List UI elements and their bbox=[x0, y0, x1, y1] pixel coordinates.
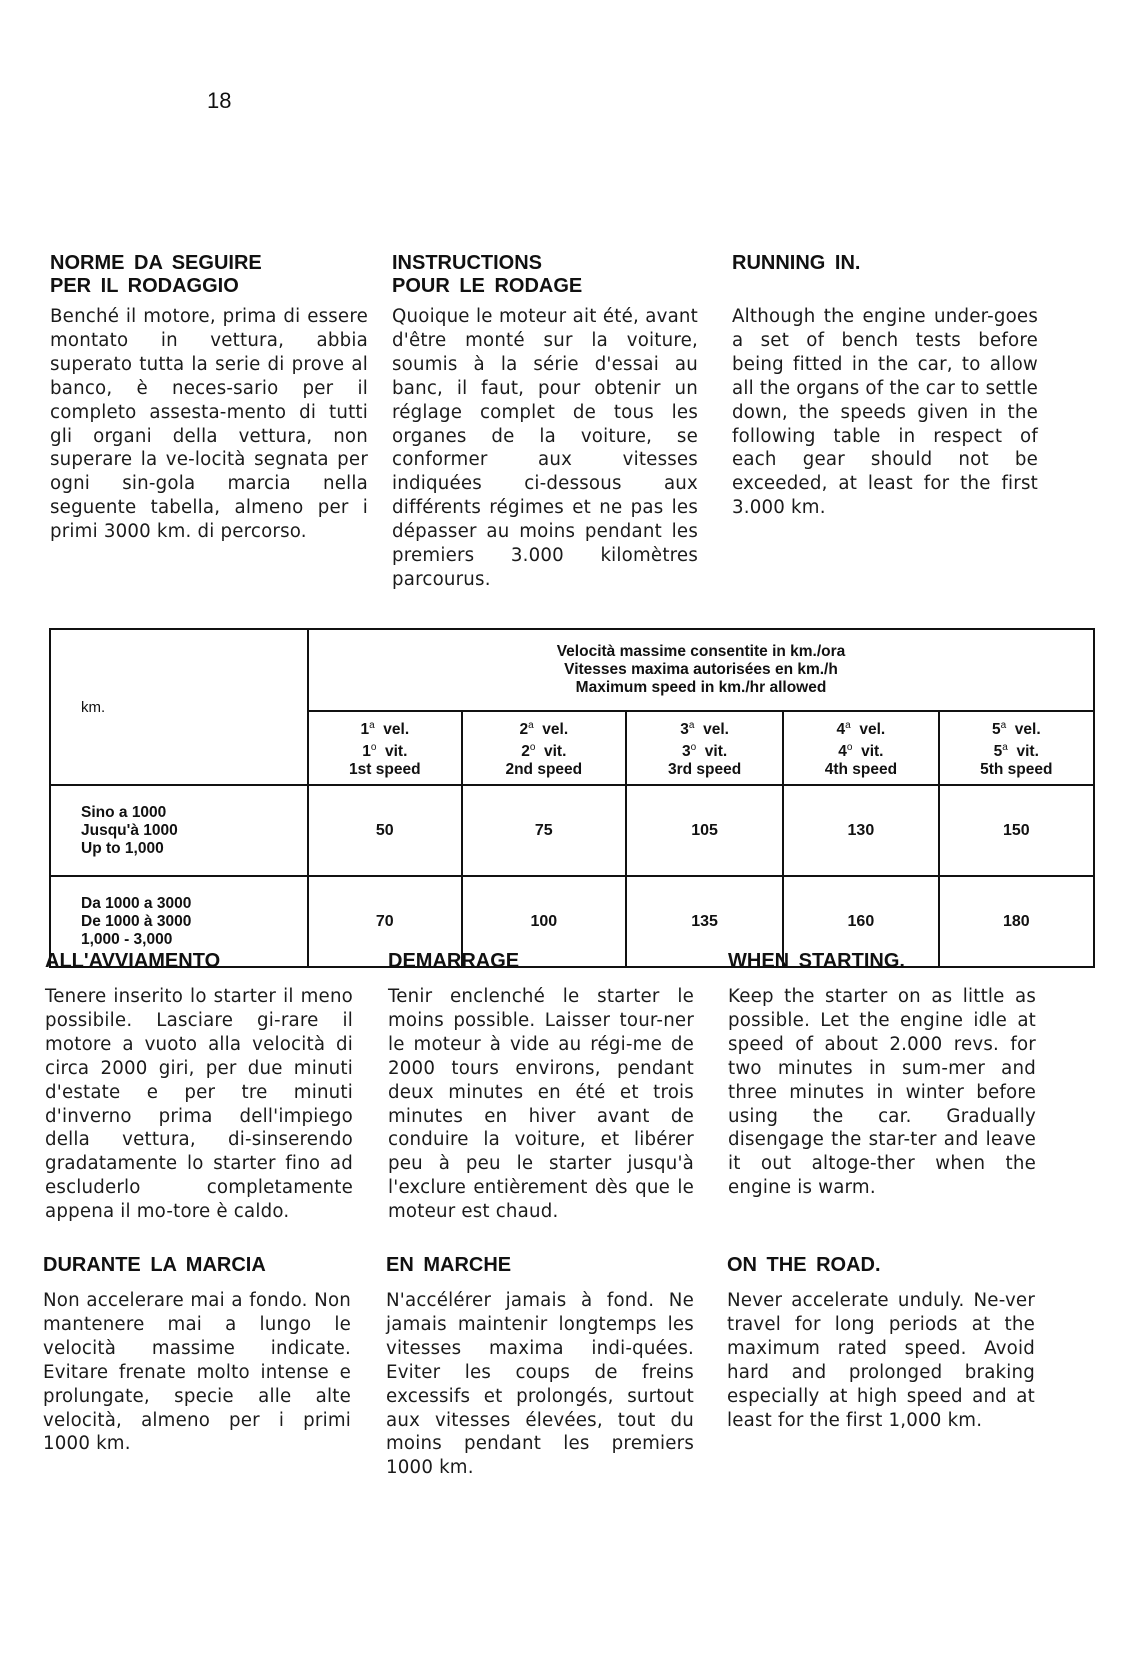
starting-italian bbox=[45, 950, 353, 1224]
gear-label-en: 1st speed bbox=[349, 761, 421, 778]
table-row bbox=[50, 785, 1094, 876]
running-in-body-en: Although the engine under-goes a set of bench tests before being fitted in the car, to allow all the organs of the car to settle down, the speeds given in the following table in respect of each gear should not be exceeded, at least for the first 3.000 km. bbox=[732, 306, 1038, 519]
running-in-italian bbox=[50, 252, 368, 544]
gear-label-it: vel. bbox=[383, 721, 410, 738]
speed-value: 130 bbox=[783, 785, 938, 876]
gear-number: 5 bbox=[993, 743, 1003, 760]
gear-label-it: vel. bbox=[703, 721, 729, 738]
running-in-french bbox=[392, 252, 698, 592]
speed-value: 70 bbox=[308, 876, 462, 967]
gear-label-fr: vit. bbox=[544, 743, 567, 760]
gear-header-3 bbox=[626, 711, 783, 785]
gear-superscript: a bbox=[1000, 720, 1007, 731]
on-the-road-heading-it: DURANTE LA MARCIA bbox=[43, 1254, 266, 1276]
gear-label-fr: vit. bbox=[861, 743, 884, 760]
range-line-fr: De 1000 à 3000 bbox=[81, 912, 192, 930]
gear-header-1 bbox=[308, 711, 462, 785]
heading-line: INSTRUCTIONS bbox=[392, 252, 542, 274]
gear-label-en: 4th speed bbox=[824, 761, 898, 778]
on-the-road-french bbox=[386, 1254, 694, 1480]
running-in-english bbox=[732, 252, 1038, 520]
on-the-road-body-it: Non accelerare mai a fondo. Non mantenere mai a lungo le velocità massime indicate. Evitare frenate molto intense e prolungate, specie alle alte velocità, almeno per i primi 1000 km. bbox=[43, 1290, 351, 1455]
speed-value: 75 bbox=[462, 785, 626, 876]
starting-heading-en: WHEN STARTING. bbox=[728, 950, 905, 972]
gear-header-4 bbox=[783, 711, 938, 785]
gear-label-it: vel. bbox=[542, 721, 569, 738]
speed-value: 50 bbox=[308, 785, 462, 876]
speed-value: 180 bbox=[939, 876, 1094, 967]
gear-label-en: 5th speed bbox=[980, 761, 1053, 778]
gear-superscript: o bbox=[370, 742, 377, 753]
gear-label-en: 3rd speed bbox=[667, 761, 742, 778]
speed-value: 150 bbox=[939, 785, 1094, 876]
gear-number: 2 bbox=[521, 743, 530, 760]
starting-english bbox=[728, 950, 1036, 1200]
gear-superscript: a bbox=[845, 720, 851, 731]
starting-body-en: Keep the starter on as little as possible. Let the engine idle at speed of about 2.000 revs. for two minutes in sum-mer and three minutes in winter before using the car. Gradually disengage the star-ter and leave it out altoge-ther when the engine is warm. bbox=[728, 986, 1036, 1199]
gear-header-2 bbox=[462, 711, 626, 785]
starting-body-fr: Tenir enclenché le starter le moins possible. Laisser tour-ner le moteur à vide au régi-me de 2000 tours environs, pendant deux minutes en été et trois minutes en hiver avant de conduire la voiture, et libérer peu à peu le starter jusqu'à l'exclure entièrement dès que le moteur est chaud. bbox=[388, 986, 694, 1223]
on-the-road-heading-fr: EN MARCHE bbox=[386, 1254, 512, 1276]
km-label: km. bbox=[81, 698, 106, 716]
gear-superscript: a bbox=[528, 720, 534, 731]
range-line-it: Sino a 1000 bbox=[81, 803, 167, 821]
heading-line: PER IL RODAGGIO bbox=[50, 275, 239, 297]
speed-value: 160 bbox=[783, 876, 938, 967]
starting-heading-it: ALL'AVVIAMENTO bbox=[45, 950, 221, 972]
gear-superscript: a bbox=[688, 720, 695, 731]
speed-value: 105 bbox=[626, 785, 783, 876]
on-the-road-english bbox=[727, 1254, 1035, 1432]
starting-body-it: Tenere inserito lo starter il meno possibile. Lasciare gi-rare il motore a vuoto alla velocità di circa 2000 giri, per due minuti d'estate e per tre minuti d'inverno prima dell'impiego della vettura, di-sinserendo gradatamente lo starter fino ad escluderlo completamente appena il mo-tore è caldo. bbox=[45, 986, 353, 1223]
heading-line: POUR LE RODAGE bbox=[392, 275, 583, 297]
starting-heading-fr: DEMARRAGE bbox=[388, 950, 520, 972]
running-in-heading-en: RUNNING IN. bbox=[732, 252, 861, 274]
speed-value: 135 bbox=[626, 876, 783, 967]
gear-number: 4 bbox=[838, 743, 847, 760]
gear-number: 1 bbox=[362, 743, 371, 760]
gear-number: 1 bbox=[360, 721, 370, 738]
gear-header-5 bbox=[939, 711, 1094, 785]
table-header-row bbox=[50, 629, 1094, 711]
range-cell bbox=[50, 785, 308, 876]
running-in-heading-fr bbox=[392, 252, 698, 298]
running-in-body-fr: Quoique le moteur ait été, avant d'être monté sur la voiture, soumis à la série d'essai au banc, il faut, pour obtenir un réglage complet de tous les organes de la voiture, se conformer aux vitesses indiquées ci-dessous aux différents régimes et ne pas les dépasser au moins pendant les premiers 3.000 kilomètres parcourus. bbox=[392, 306, 698, 590]
gear-label-it: vel. bbox=[859, 721, 886, 738]
on-the-road-body-fr: N'accélérer jamais à fond. Ne jamais maintenir longtemps les vitesses maxima indi-quées. Eviter les coups de freins excessifs et prolongés, surtout aux vitesses élevées, tout du moins pendant les premiers 1000 km. bbox=[386, 1290, 694, 1479]
gear-superscript: a bbox=[369, 720, 375, 731]
gear-superscript: o bbox=[529, 742, 536, 753]
caption-line: Vitesses maxima autorisées en km./h bbox=[564, 661, 838, 678]
caption-line: Maximum speed in km./hr allowed bbox=[575, 679, 827, 696]
gear-number: 3 bbox=[680, 721, 689, 738]
gear-label-it: vel. bbox=[1014, 721, 1041, 738]
range-line-en: Up to 1,000 bbox=[81, 839, 164, 857]
heading-line: NORME DA SEGUIRE bbox=[50, 252, 262, 274]
gear-number: 4 bbox=[836, 721, 846, 738]
gear-superscript: o bbox=[690, 742, 697, 753]
caption-line: Velocità massime consentite in km./ora bbox=[556, 643, 846, 660]
on-the-road-italian bbox=[43, 1254, 351, 1456]
gear-label-fr: vit. bbox=[704, 743, 728, 760]
running-in-body-it: Benché il motore, prima di essere montato in vettura, abbia superato tutta la serie di prove al banco, è neces-sario per il completo assesta-mento di tutti gli organi della vettura, non superare la ve-locità segnata per ogni sin-gola marcia nella seguente tabella, almeno per i primi 3000 km. di percorso. bbox=[50, 306, 368, 543]
on-the-road-body-en: Never accelerate unduly. Ne-ver travel for long periods at the maximum rated speed. Avoid hard and prolonged braking especially at high speed and at least for the first 1,000 km. bbox=[727, 1290, 1035, 1431]
gear-label-fr: vit. bbox=[385, 743, 408, 760]
page-number: 18 bbox=[207, 88, 232, 113]
speed-value: 100 bbox=[462, 876, 626, 967]
gear-number: 2 bbox=[519, 721, 529, 738]
gear-number: 3 bbox=[681, 743, 691, 760]
range-line-en: 1,000 - 3,000 bbox=[81, 930, 173, 948]
range-line-fr: Jusqu'à 1000 bbox=[81, 821, 178, 839]
starting-french bbox=[388, 950, 694, 1224]
table-caption bbox=[308, 629, 1094, 711]
gear-label-en: 2nd speed bbox=[505, 761, 583, 778]
km-header-cell bbox=[50, 629, 308, 785]
gear-number: 5 bbox=[991, 721, 1001, 738]
gear-superscript: o bbox=[846, 742, 853, 753]
on-the-road-heading-en: ON THE ROAD. bbox=[727, 1254, 881, 1276]
range-line-it: Da 1000 a 3000 bbox=[81, 894, 192, 912]
max-speed-table bbox=[49, 628, 1095, 968]
gear-superscript: a bbox=[1002, 742, 1008, 753]
running-in-heading-it bbox=[50, 252, 368, 298]
gear-label-fr: vit. bbox=[1016, 743, 1039, 760]
